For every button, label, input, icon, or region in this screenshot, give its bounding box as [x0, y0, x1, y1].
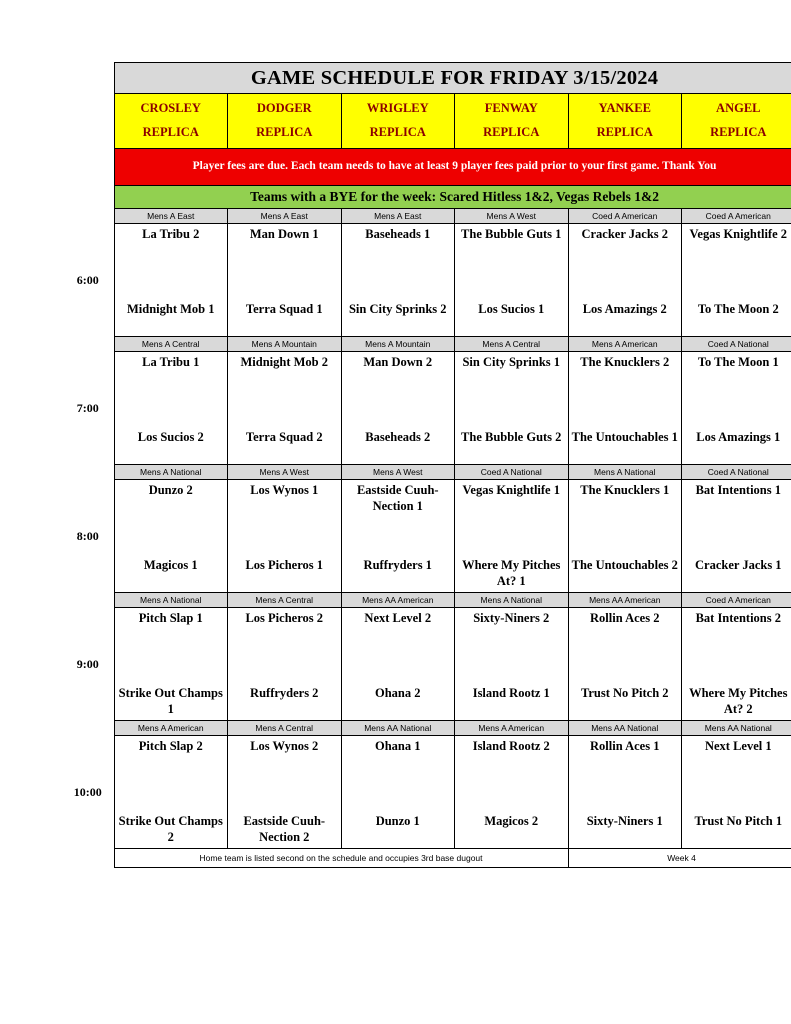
division-label: Mens A Mountain [341, 337, 455, 352]
away-team: Next Level 2 [364, 611, 432, 626]
game-row-900 [62, 608, 791, 721]
home-team: Eastside Cuuh-Nection 2 [243, 814, 326, 844]
division-row-600 [62, 209, 791, 224]
division-label: Mens A East [228, 209, 342, 224]
field-header-dodger [228, 94, 342, 149]
field-name-line2: REPLICA [596, 125, 653, 139]
division-label: Mens AA National [682, 721, 791, 736]
game-cell [114, 608, 228, 721]
game-cell [568, 352, 682, 465]
away-team: Rollin Aces 1 [590, 739, 660, 754]
home-team: Strike Out Champs 1 [118, 686, 223, 716]
away-team: Bat Intentions 1 [695, 483, 781, 498]
game-cell [228, 480, 342, 593]
field-name-line1: DODGER [256, 101, 312, 116]
home-team: Dunzo 1 [375, 814, 420, 828]
away-team: Los Wynos 2 [250, 739, 319, 754]
home-team: Ohana 2 [374, 686, 421, 700]
game-row-1000 [62, 736, 791, 849]
away-team: Next Level 1 [704, 739, 772, 754]
division-row-700 [62, 337, 791, 352]
division-label: Coed A National [455, 465, 569, 480]
game-cell [455, 480, 569, 593]
away-team: Dunzo 2 [148, 483, 193, 498]
game-row-800 [62, 480, 791, 593]
player-fees-notice: Player fees are due. Each team needs to have at least 9 player fees paid prior to your first game. Thank You [114, 149, 791, 186]
away-team: Los Picheros 2 [245, 611, 324, 626]
division-label: Coed A National [682, 465, 791, 480]
home-team: Sin City Sprinks 2 [348, 302, 447, 316]
home-team: Los Amazings 1 [696, 430, 781, 444]
game-cell [682, 352, 791, 465]
game-cell [228, 736, 342, 849]
home-team: Trust No Pitch 1 [694, 814, 783, 828]
game-cell [682, 736, 791, 849]
division-label: Mens A Mountain [228, 337, 342, 352]
field-name-line1: WRIGLEY [366, 101, 429, 116]
bye-row [62, 186, 791, 209]
division-label: Coed A National [682, 337, 791, 352]
field-header-yankee [568, 94, 682, 149]
division-label: Mens A American [568, 337, 682, 352]
division-label: Coed A American [568, 209, 682, 224]
home-team: Baseheads 2 [365, 430, 431, 444]
division-label: Mens A National [114, 465, 228, 480]
game-cell [568, 480, 682, 593]
field-name-line1: YANKEE [598, 101, 651, 116]
home-team: The Untouchables 1 [571, 430, 678, 444]
away-team: Pitch Slap 2 [138, 739, 203, 754]
field-name-line2: REPLICA [142, 125, 199, 139]
time-slot-label: 9:00 [76, 656, 99, 671]
time-slot-label: 6:00 [76, 272, 99, 287]
home-team: Terra Squad 2 [245, 430, 323, 444]
game-row-600 [62, 224, 791, 337]
home-team: To The Moon 2 [697, 302, 779, 316]
away-team: Vegas Knightlife 1 [462, 483, 560, 498]
division-label: Coed A American [682, 593, 791, 608]
bye-teams-banner: Teams with a BYE for the week: Scared Hitless 1&2, Vegas Rebels 1&2 [114, 186, 791, 209]
division-label: Mens A Central [114, 337, 228, 352]
field-header-crosley [114, 94, 228, 149]
division-label: Mens A West [341, 465, 455, 480]
away-team: The Bubble Guts 1 [461, 227, 562, 242]
away-team: Pitch Slap 1 [138, 611, 203, 626]
division-label: Mens A East [341, 209, 455, 224]
division-label: Mens A Central [228, 721, 342, 736]
division-row-1000 [62, 721, 791, 736]
game-cell [455, 352, 569, 465]
away-team: Island Rootz 2 [472, 739, 550, 754]
home-team: Magicos 1 [143, 558, 198, 572]
away-team: Cracker Jacks 2 [581, 227, 669, 242]
field-name-line2: REPLICA [710, 125, 767, 139]
gutter-cell [62, 849, 114, 868]
home-team: Cracker Jacks 1 [695, 558, 782, 572]
game-cell [341, 224, 455, 337]
schedule-table [62, 62, 791, 868]
away-team: The Knucklers 2 [580, 355, 670, 370]
home-team: Sixty-Niners 1 [586, 814, 663, 828]
game-cell [568, 224, 682, 337]
home-team: Los Picheros 1 [245, 558, 324, 572]
game-cell [114, 224, 228, 337]
home-team: Los Sucios 1 [478, 302, 545, 316]
game-cell [341, 480, 455, 593]
division-label: Mens A National [568, 465, 682, 480]
game-cell [455, 224, 569, 337]
division-label: Mens AA National [568, 721, 682, 736]
time-slot-label: 7:00 [76, 400, 99, 415]
gutter-cell [62, 721, 114, 736]
field-name-line2: REPLICA [256, 125, 313, 139]
division-label: Mens AA American [568, 593, 682, 608]
field-header-fenway [455, 94, 569, 149]
title-row [62, 63, 791, 94]
home-team: Ruffryders 2 [250, 686, 319, 700]
away-team: Sin City Sprinks 1 [462, 355, 561, 370]
division-label: Mens AA National [341, 721, 455, 736]
division-label: Mens A Central [455, 337, 569, 352]
away-team: Vegas Knightlife 2 [689, 227, 788, 242]
home-team: Los Amazings 2 [582, 302, 667, 316]
away-team: Midnight Mob 2 [240, 355, 328, 370]
game-cell [341, 608, 455, 721]
away-team: Rollin Aces 2 [590, 611, 660, 626]
game-row-700 [62, 352, 791, 465]
home-team: The Bubble Guts 2 [461, 430, 562, 444]
field-name-line1: FENWAY [484, 101, 538, 116]
away-team: The Knucklers 1 [580, 483, 670, 498]
field-header-angel [682, 94, 791, 149]
gutter-cell [62, 94, 114, 149]
division-label: Coed A American [682, 209, 791, 224]
division-label: Mens A West [228, 465, 342, 480]
division-label: Mens A East [114, 209, 228, 224]
gutter-cell [62, 149, 114, 186]
home-team: Trust No Pitch 2 [580, 686, 669, 700]
division-label: Mens A National [114, 593, 228, 608]
division-label: Mens A American [455, 721, 569, 736]
game-cell [455, 736, 569, 849]
gutter-cell [62, 337, 114, 352]
away-team: To The Moon 1 [697, 355, 779, 370]
away-team: Los Wynos 1 [250, 483, 319, 498]
game-cell [682, 480, 791, 593]
game-cell [228, 608, 342, 721]
away-team: Bat Intentions 2 [695, 611, 781, 626]
home-team: Ruffryders 1 [363, 558, 432, 572]
home-team: Terra Squad 1 [245, 302, 323, 316]
gutter-cell [62, 186, 114, 209]
division-row-900 [62, 593, 791, 608]
away-team: Man Down 2 [363, 355, 433, 370]
field-name-line1: ANGEL [716, 101, 761, 116]
game-cell [114, 352, 228, 465]
home-team: Los Sucios 2 [137, 430, 204, 444]
home-team: Strike Out Champs 2 [118, 814, 223, 844]
field-name-line2: REPLICA [483, 125, 540, 139]
home-team: Where My Pitches At? 2 [689, 686, 788, 716]
away-team: La Tribu 2 [142, 227, 200, 242]
game-cell [568, 608, 682, 721]
division-label: Mens A West [455, 209, 569, 224]
division-label: Mens A American [114, 721, 228, 736]
footer-row [62, 849, 791, 868]
away-team: La Tribu 1 [142, 355, 200, 370]
gutter-cell [62, 209, 114, 224]
division-label: Mens A Central [228, 593, 342, 608]
game-cell [341, 736, 455, 849]
game-cell [228, 352, 342, 465]
page-title: GAME SCHEDULE FOR FRIDAY 3/15/2024 [114, 63, 791, 94]
gutter-cell [62, 465, 114, 480]
home-team: Midnight Mob 1 [126, 302, 215, 316]
game-cell [455, 608, 569, 721]
field-name-line1: CROSLEY [140, 101, 201, 116]
time-slot-label: 8:00 [76, 528, 99, 543]
gutter-cell [62, 63, 114, 94]
gutter-cell [62, 593, 114, 608]
away-team: Sixty-Niners 2 [473, 611, 550, 626]
away-team: Man Down 1 [249, 227, 319, 242]
home-team: Where My Pitches At? 1 [462, 558, 561, 588]
game-cell [341, 352, 455, 465]
home-team: Island Rootz 1 [472, 686, 550, 700]
away-team: Ohana 1 [374, 739, 421, 754]
away-team: Baseheads 1 [365, 227, 431, 242]
notice-row [62, 149, 791, 186]
away-team: Eastside Cuuh-Nection 1 [356, 483, 439, 513]
game-cell [682, 608, 791, 721]
field-name-line2: REPLICA [369, 125, 426, 139]
field-header-row [62, 94, 791, 149]
division-label: Mens A National [455, 593, 569, 608]
field-header-wrigley [341, 94, 455, 149]
footer-note: Home team is listed second on the schedule and occupies 3rd base dugout [114, 849, 568, 868]
game-cell [568, 736, 682, 849]
time-slot-label: 10:00 [73, 784, 102, 799]
division-row-800 [62, 465, 791, 480]
game-cell [228, 224, 342, 337]
game-cell [114, 480, 228, 593]
game-cell [682, 224, 791, 337]
footer-week: Week 4 [568, 849, 791, 868]
game-cell [114, 736, 228, 849]
division-label: Mens AA American [341, 593, 455, 608]
home-team: Magicos 2 [484, 814, 539, 828]
home-team: The Untouchables 2 [571, 558, 678, 572]
